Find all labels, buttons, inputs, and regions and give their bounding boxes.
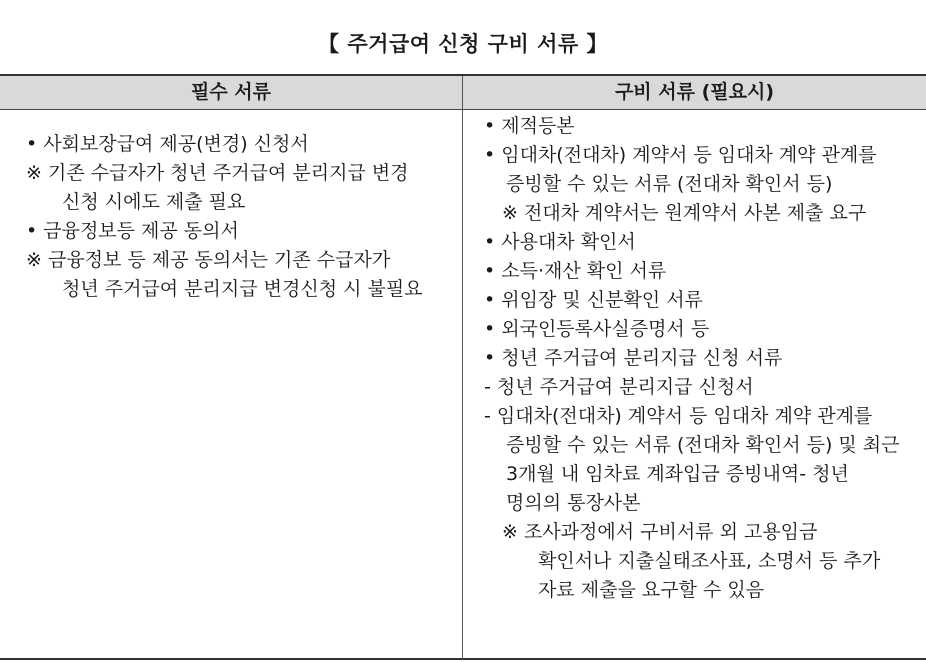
optional-item-2-line-1: • 임대차(전대차) 계약서 등 임대차 계약 관계를: [484, 144, 877, 166]
optional-sub-2-line-2: 증빙할 수 있는 서류 (전대차 확인서 등) 및 최근: [506, 434, 900, 456]
header-optional-documents: 구비 서류 (필요시): [614, 81, 775, 103]
optional-item-1: • 제적등본: [484, 115, 575, 137]
document-title: 【 주거급여 신청 구비 서류 】: [318, 32, 608, 56]
optional-item-3: • 사용대차 확인서: [484, 231, 636, 253]
required-note-1-line-2: 신청 시에도 제출 필요: [62, 191, 246, 213]
column-divider: [462, 76, 463, 660]
optional-sub-1: - 청년 주거급여 분리지급 신청서: [484, 376, 754, 398]
required-item-application-form: • 사회보장급여 제공(변경) 신청서: [26, 133, 309, 155]
required-note-2-line-2: 청년 주거급여 분리지급 변경신청 시 불필요: [62, 278, 423, 300]
table-header-row: [0, 76, 926, 110]
required-documents-table: [0, 74, 926, 660]
required-note-1-line-1: ※ 기존 수급자가 청년 주거급여 분리지급 변경: [26, 162, 409, 184]
optional-sub-2-note-line-1: ※ 조사과정에서 구비서류 외 고용임금: [502, 521, 818, 543]
optional-sub-2-note-line-3: 자료 제출을 요구할 수 있음: [538, 579, 765, 601]
optional-item-4: • 소득·재산 확인 서류: [484, 260, 667, 282]
optional-sub-2-note-line-2: 확인서나 지출실태조사표, 소명서 등 추가: [538, 550, 881, 572]
optional-item-2-note: ※ 전대차 계약서는 원계약서 사본 제출 요구: [502, 202, 867, 224]
optional-sub-2-line-1: - 임대차(전대차) 계약서 등 임대차 계약 관계를: [484, 405, 873, 427]
header-required-documents: 필수 서류: [190, 81, 272, 103]
optional-item-2-line-2: 증빙할 수 있는 서류 (전대차 확인서 등): [506, 173, 833, 195]
optional-item-7: • 청년 주거급여 분리지급 신청 서류: [484, 347, 783, 369]
required-item-financial-consent: • 금융정보등 제공 동의서: [26, 220, 239, 242]
optional-documents-column: [484, 112, 914, 605]
optional-item-6: • 외국인등록사실증명서 등: [484, 318, 710, 340]
optional-item-5: • 위임장 및 신분확인 서류: [484, 289, 703, 311]
optional-sub-2-line-3: 3개월 내 임차료 계좌입금 증빙내역- 청년: [506, 463, 849, 485]
optional-sub-2-line-4: 명의의 통장사본: [506, 492, 641, 514]
required-note-2-line-1: ※ 금융정보 등 제공 동의서는 기존 수급자가: [26, 249, 391, 271]
required-documents-column: [26, 130, 458, 304]
